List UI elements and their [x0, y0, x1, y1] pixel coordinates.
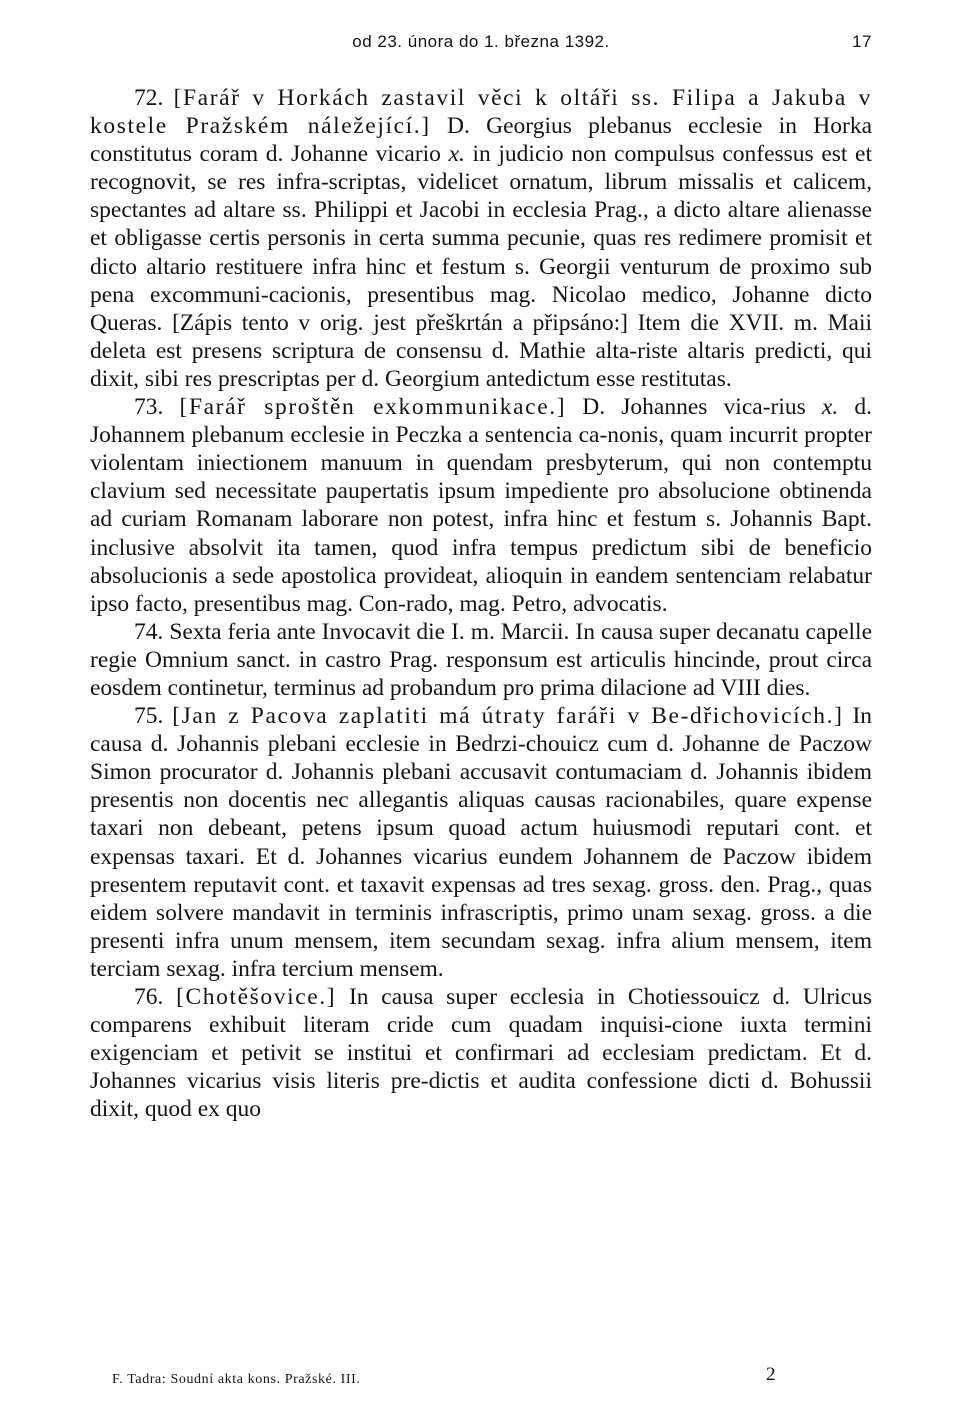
- entry-heading: [Chotěšovice.]: [176, 984, 337, 1010]
- entry-75: [90, 702, 872, 983]
- entry-text: D. Johannes vica-rius: [582, 394, 806, 421]
- entry-heading: [Farář v Horkách zastavil věci k oltáři ss. Filipa a Jakuba v kostele Pražském náležející.]: [90, 85, 872, 140]
- entry-number: 76.: [134, 984, 164, 1010]
- page-number: 17: [852, 32, 872, 51]
- entry-text: in judicio non compulsus confessus est et recognovit, se res infra-scriptas, videlicet ornatum, librum missalis et calicem, spectantes ad altare ss. Philippi et Jacobi in ecclesia Prag., a dicto altare alienasse et obligasse certis personis in certa summa pecunie, quas res redimere promisit et dicto altario restituere infra hinc et festum s. Georgii venturum de proximo sub pena excommuni-cacionis, presentibus mag. Nicolao medico, Johanne dicto Queras. [Zápis tento v orig. jest přeškrtán a připsáno:] Item die XVII. m. Maii deleta est presens scriptura de consensu d. Mathie alta-riste altaris predicti, qui dixit, sibi res prescriptas per d. Georgium antedictum esse restitutas.: [90, 141, 873, 392]
- entry-text: d. Johannem plebanum ecclesie in Peczka a sentencia ca-nonis, quam incurrit propter violentam iniectionem manuum in quendam presbyterum, qui non contemptu clavium sed necessitate paupertatis ipsum impediente pro absolucione obtinenda ad curiam Romanam laborare non potest, infra hinc et festum s. Johannis Bapt. inclusive absolvit ita tamen, quod infra tempus predictum sibi de beneficio absolucionis a sede apostolica provideat, alioquin in eandem sentenciam relabatur ipso facto, presentibus mag. Con-rado, mag. Petro, advocatis.: [90, 394, 872, 617]
- entry-number: 73.: [134, 394, 164, 421]
- entry-number: 75.: [134, 703, 164, 730]
- page-footer: [90, 1364, 872, 1388]
- sheet-number: 2: [766, 1364, 777, 1385]
- entry-heading: [Farář sproštěn exkommunikace.]: [179, 394, 567, 421]
- running-head: [90, 26, 872, 62]
- entry-73: [90, 393, 872, 618]
- entry-74: [90, 618, 872, 702]
- document-page: [90, 26, 872, 1396]
- entry-text: In causa super ecclesia in Chotiessouicz d. Ulricus comparens exhibuit literam cride cum quadam inquisi-cione iuxta termini exigenciam et petivit se institui et confirmari ad ecclesiam predictam. Et d. Johannes vicarius visis literis pre-dictis et audita confessione dicti d. Bohussii dixit, quod ex quo: [90, 984, 873, 1123]
- document-body: [90, 84, 872, 1123]
- entry-76: [90, 983, 872, 1123]
- entry-text: D. Georgius plebanus ecclesie in Horka constitutus coram d. Johanne vicario: [90, 113, 872, 168]
- abbreviation-mark: x.: [821, 394, 839, 421]
- page-header-title: od 23. února do 1. března 1392.: [352, 32, 610, 51]
- entry-number: 72.: [134, 85, 164, 111]
- entry-72: [90, 84, 872, 393]
- footer-source: F. Tadra: Soudní akta kons. Pražské. III.: [112, 1372, 361, 1387]
- entry-text: In causa d. Johannis plebani ecclesie in Bedrzi-chouicz cum d. Johanne de Paczow Simon procurator d. Johannis plebani accusavit contumaciam d. Johannis ibidem presentis non docentis nec allegantis aliquas causas racionabiles, quare expense taxari non debeant, petens ipsum quoad actum huiusmodi reputari cont. et expensas taxari. Et d. Johannes vicarius eundem Johannem de Paczow ibidem presentem reputavit cont. et taxavit expensas ad tres sexag. gross. den. Prag., quas eidem solvere mandavit in terminis infrascriptis, primo unam sexag. gross. a die presenti infra unum mensem, item secundam sexag. infra alium mensem, item terciam sexag. infra tercium mensem.: [90, 703, 873, 982]
- entry-number: 74.: [134, 618, 164, 645]
- entry-heading: [Jan z Pacova zaplatiti má útraty faráři v Be-dřichovicích.]: [172, 703, 844, 730]
- abbreviation-mark: x.: [448, 141, 465, 168]
- entry-text: Sexta feria ante Invocavit die I. m. Marcii. In causa super decanatu capelle regie Omnium sanct. in castro Prag. responsum est articulis hincinde, prout circa eosdem continetur, terminus ad probandum pro prima dilacione ad VIII dies.: [90, 618, 872, 701]
